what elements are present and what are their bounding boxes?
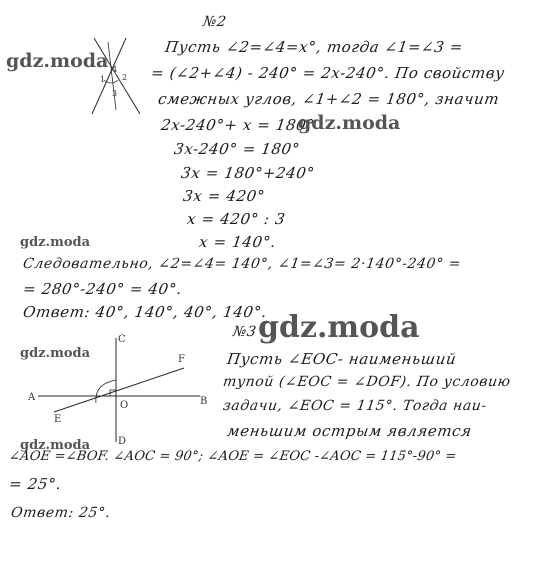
problem2-line-9: x = 140°.	[198, 233, 278, 251]
problem2-line-3: смежных углов, ∠1+∠2 = 180°, значит	[157, 90, 501, 108]
label-c: C	[118, 334, 126, 345]
angle-eoc-arc	[96, 380, 116, 403]
label-f: F	[178, 354, 185, 365]
label-a: A	[28, 392, 36, 403]
watermark-1: gdz.moda	[6, 50, 109, 72]
label-b: B	[200, 396, 208, 407]
figure2-label-1: 1	[100, 75, 106, 84]
line-ef	[54, 368, 184, 412]
problem3-number: №3	[232, 324, 258, 340]
label-e: E	[54, 414, 62, 425]
problem3-line-7: Ответ: 25°.	[10, 505, 112, 521]
watermark-5: gdz.moda	[20, 346, 91, 361]
problem2-line-1: Пусть ∠2=∠4=x°, тогда ∠1=∠3 =	[164, 38, 465, 56]
problem2-figure	[86, 36, 156, 116]
figure2-label-4: 4	[112, 65, 118, 74]
problem2-line-11: = 280°-240° = 40°.	[22, 280, 184, 298]
problem3-line-5: ∠AOE =∠BOF. ∠AOC = 90°; ∠AOE = ∠EOC -∠AOC = 115°-90° =	[8, 449, 458, 464]
problem2-line-10: Следовательно, ∠2=∠4= 140°, ∠1=∠3= 2·140°-240° =	[22, 256, 463, 272]
problem2-line-5: 3x-240° = 180°	[173, 140, 302, 158]
problem3-line-1: Пусть ∠EOC- наименьший	[226, 350, 458, 368]
watermark-6: gdz.moda	[20, 438, 91, 453]
problem2-line-7: 3x = 420°	[182, 187, 267, 205]
problem2-line-4: 2x-240°+ x = 180°	[160, 116, 316, 134]
problem2-line-2: = (∠2+∠4) - 240° = 2x-240°. По свойству	[150, 64, 506, 82]
problem2-line-8: x = 420° : 3	[186, 210, 287, 228]
watermark-2: gdz.moda	[298, 112, 401, 134]
label-o: O	[120, 400, 129, 411]
problem3-line-3: задачи, ∠EOC = 115°. Тогда наи-	[222, 398, 488, 414]
figure2-label-2: 2	[122, 73, 128, 82]
problem3-line-2: тупой (∠EOC = ∠DOF). По условию	[222, 374, 512, 390]
problem3-line-4: меньшим острым является	[226, 422, 474, 440]
figure2-label-3: 3	[112, 89, 118, 98]
problem2-line-12: Ответ: 40°, 140°, 40°, 140°.	[22, 303, 269, 321]
watermark-3: gdz.moda	[20, 235, 91, 250]
label-d: D	[118, 436, 127, 447]
watermark-4: gdz.moda	[258, 310, 420, 345]
problem2-number: №2	[202, 14, 228, 30]
problem3-line-6: = 25°.	[8, 475, 63, 493]
problem2-line-6: 3x = 180°+240°	[180, 164, 316, 182]
